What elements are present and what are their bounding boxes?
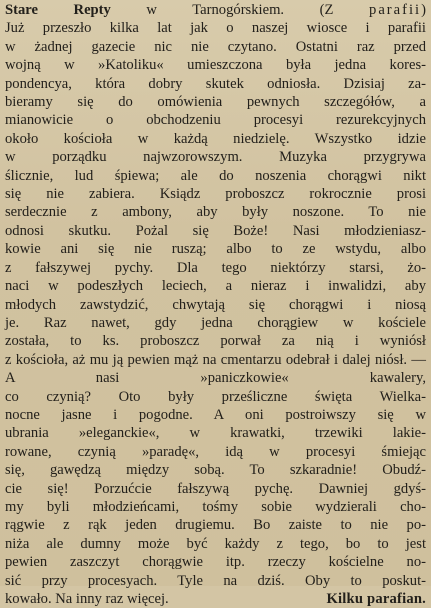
article-line: odnosi skutku. Pożal się Boże! Nasi młodzieniasz- <box>5 222 426 239</box>
article-location: w Tarnogórskiem. <box>110 2 285 18</box>
article-line: bieramy się do omówienia pewnych szczegółów, a <box>5 94 426 111</box>
article-source-prefix: (Z <box>319 2 370 18</box>
article-line: je. Raz nawet, gdy jedna chorągiew w kościele <box>5 314 426 331</box>
article-line: z kościoła, aż mu ją pewien mąż na cmentarzu odebrał i dalej niósł. — A nasi »paniczkowie« kawalery, <box>5 351 426 387</box>
article-line: Już przeszło kilka lat jak o naszej wiosce i parafii <box>5 20 426 37</box>
article-line: się nie zabiera. Ksiądz proboszcz rokrocznie prosi <box>5 186 426 203</box>
article-line: nocne jasne i pogodne. A oni postroiwszy się w <box>5 406 426 423</box>
article-closing-line <box>5 590 426 608</box>
article-line: ubrania »eleganckie«, w krawatki, trzewiki lakie- <box>5 425 426 442</box>
article-line: z fałszywej pychy. Dla tego niektórzy starsi, żo- <box>5 259 426 276</box>
article-line: naci w podeszłych leciech, a nieraz i inwalidzi, aby <box>5 278 426 295</box>
article-final-text: kowało. Na inny raz więcej. <box>5 590 169 607</box>
article-source: parafii <box>369 2 422 18</box>
article-line: się, gawędzą między sobą. To szkaradnie! Obudź- <box>5 462 426 479</box>
article-line: serdecznie z ambony, aby były noszone. To nie <box>5 204 426 221</box>
article-line: sić przy procesyach. Tyle na dziś. Oby to poskut- <box>5 572 426 589</box>
article-line: w porządku najwzorowszym. Muzyka przygrywa <box>5 149 426 166</box>
article-line: wojną w »Katoliku« umieszczona była jedna kores- <box>5 57 426 74</box>
article-line: rągwie z rąk jeden drugiemu. Bo zaiste to nie po- <box>5 517 426 534</box>
article-line: my byli młodzieńcami, tośmy sobie wydzierali cho- <box>5 498 426 515</box>
article-line: w żadnej gazecie nic nie czytano. Ostatni raz przed <box>5 38 426 55</box>
article-line: cie się! Porzućcie fałszywą pychę. Dawniej gdyś- <box>5 480 426 497</box>
article-title: Stare Repty <box>5 2 111 18</box>
article-line: kowie ani się nie ruszą; albo to ze wstydu, albo <box>5 241 426 258</box>
article-line: co czynią? Oto były prześliczne święta Wielka- <box>5 388 426 405</box>
article-heading-line <box>5 1 426 19</box>
article-line: pewien zaszczyt chorągwie itp. rzeczy kościelne no- <box>5 554 426 571</box>
article-line: około kościoła w każdą niedzielę. Wszystko idzie <box>5 130 426 147</box>
article-line: ślicznie, lud śpiewa; ale do noszenia chorągwi nikt <box>5 167 426 184</box>
article-source-suffix: ) <box>421 2 426 18</box>
article-line: mianowicie o obchodzeniu procesyi rezurekcyjnych <box>5 112 426 129</box>
article-line: została, to ks. proboszcz porwał za nią i wyniósł <box>5 333 426 350</box>
article-column <box>5 1 426 608</box>
article-line: pondencya, która dobry skutek odniosła. Dzisiaj za- <box>5 75 426 92</box>
article-line: niża ale dumny może być każdy z tego, bo to jest <box>5 535 426 552</box>
article-line: rowane, czynią »paradę«, idą w procesyi śmiejąc <box>5 443 426 460</box>
article-signature: Kilku parafian. <box>326 590 426 607</box>
article-line: młodych zawstydzić, chwytają się chorągwi i niosą <box>5 296 426 313</box>
